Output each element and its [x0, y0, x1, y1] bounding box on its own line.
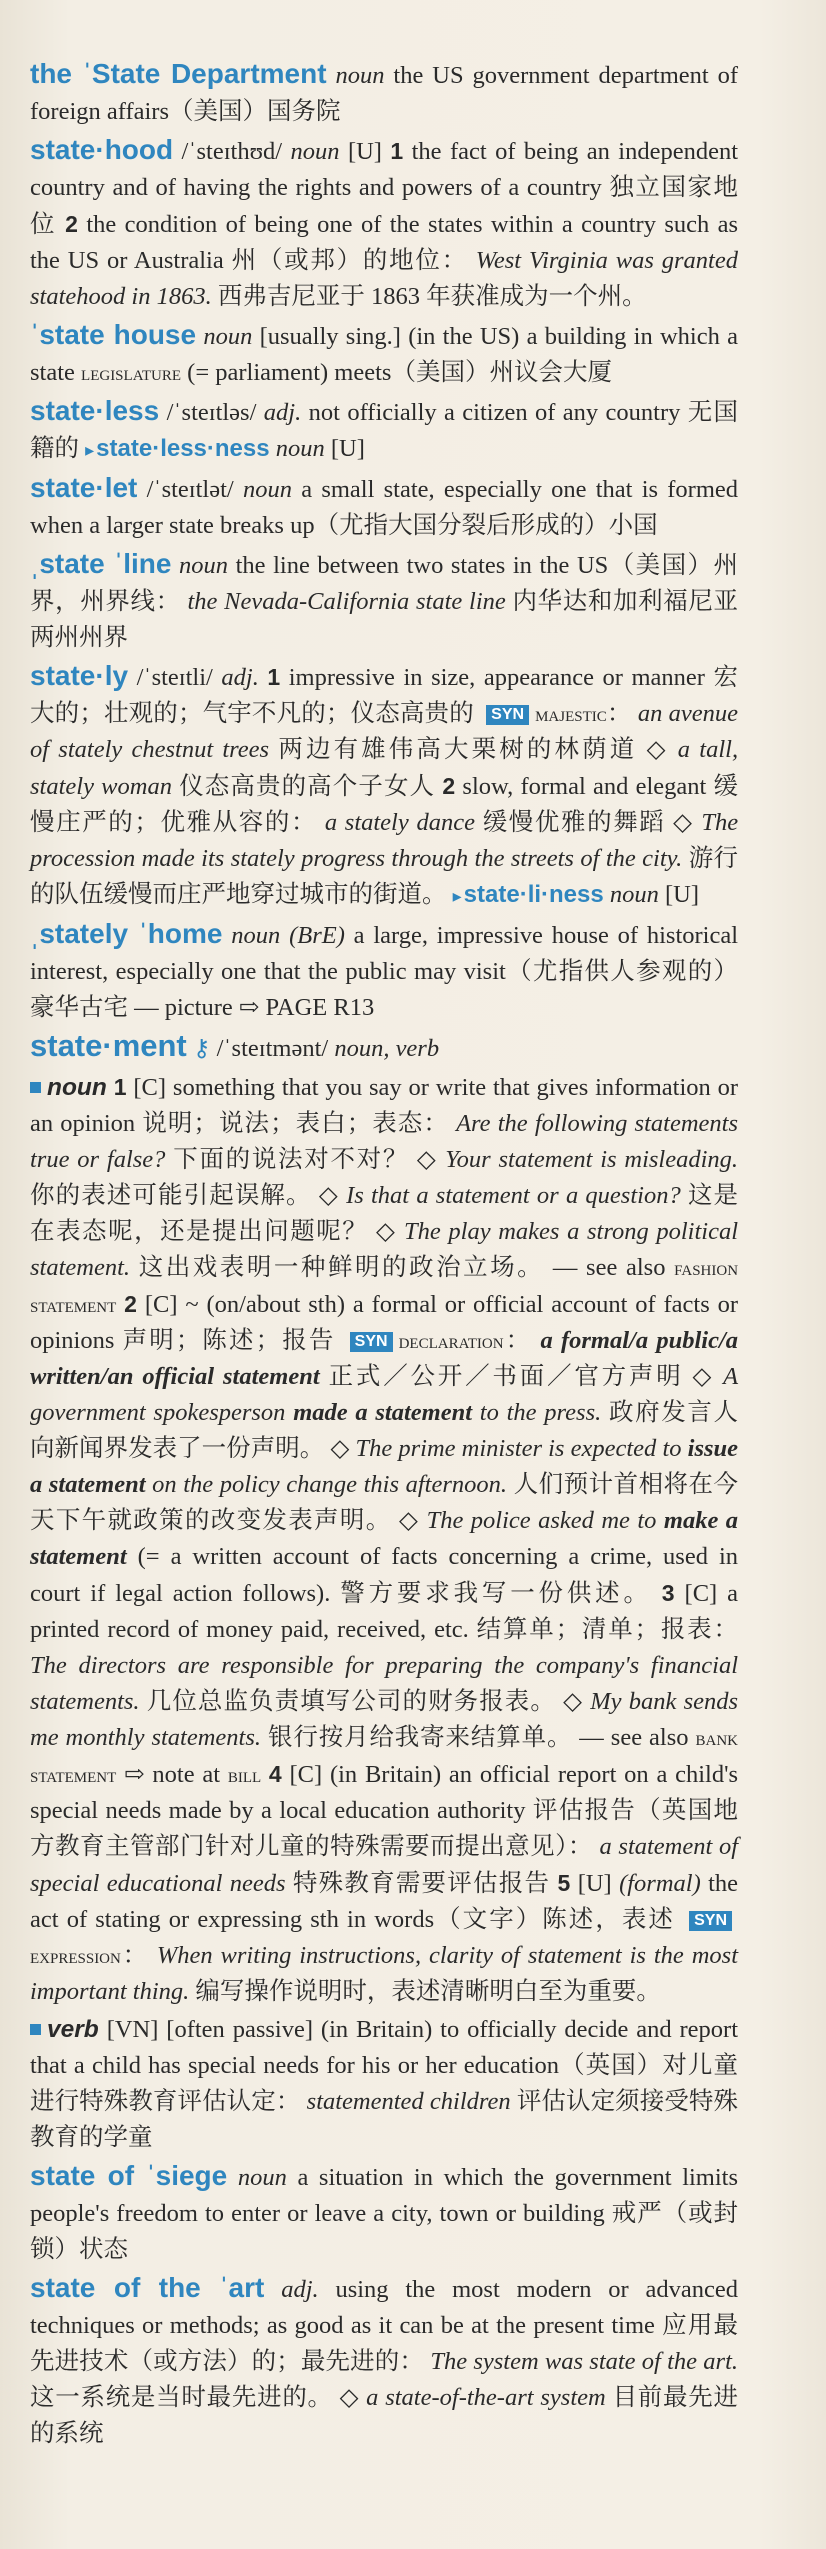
register-label: (formal): [619, 1870, 701, 1897]
collocation-example: a formal/a public/a written/an official statement: [30, 1327, 739, 1390]
sense-number: 2: [65, 211, 78, 237]
grammar-code: [U]: [664, 881, 699, 908]
part-of-speech: noun: [203, 323, 253, 350]
example: a state-of-the-art system: [366, 2384, 606, 2411]
example: West Virginia was granted statehood in 1863.: [30, 247, 738, 310]
entry-stateless: [30, 393, 738, 468]
sense-number: 1: [390, 138, 404, 164]
part-of-speech: adj.: [263, 399, 302, 426]
entry-state-line: [30, 546, 738, 656]
definition: using the most modern or advanced techniques or methods; as good as it can be at the present time 应用最先进技术（或方法）的；最先进的：: [30, 2276, 739, 2375]
statement-verb-section: [30, 2012, 738, 2156]
headword: state·let: [30, 472, 138, 503]
entry-state-department: [30, 56, 738, 130]
sense-number: 1: [113, 1074, 127, 1100]
example-translation: 编写操作说明时，表述清晰明白至为重要。: [195, 1978, 661, 2005]
example-translation: 政府发言人向新闻界发表了一份声明。: [30, 1399, 739, 1462]
definition: slow, formal and elegant 缓慢庄严的；优雅从容的：: [30, 773, 739, 836]
definition: a formal or official account of facts or opinions 声明；陈述；报告: [30, 1291, 739, 1354]
grammar-code: [C]: [289, 1761, 323, 1788]
example-translation: 正式／公开／书面／官方声明: [328, 1363, 684, 1390]
definition: (in the US) a building in which a state: [30, 323, 738, 386]
definition: something that you say or write that gives information or an opinion 说明；说法；表白；表态：: [30, 1074, 739, 1137]
example-separator-icon: ◇: [646, 736, 669, 763]
collocation: make a statement: [30, 1507, 739, 1570]
sense-number: 4: [268, 1761, 282, 1787]
example: the Nevada-California state line: [187, 588, 506, 615]
synonym-badge: SYN: [350, 1332, 393, 1352]
entry-stately: state·ly /ˈsteɪtli/ adj. 1 impressive in size, appearance or manner 宏大的；壮观的；气宇不凡的；仪态高贵的 SYN majestic： an avenue of stately chestnut trees 两边有雄伟高大栗树的林荫道 ◇ a tall, stately woman 仪态高贵的高个子女人 2 slow, formal and elegant 缓慢庄严的；优雅从容的： a stately dance 缓慢优雅的舞蹈 ◇ The procession made its stately progress through the streets of the city. 游行的队伍缓慢而庄严地穿过城市的街道。 ▸state·li·ness noun [U]: [30, 660, 739, 908]
headword: the ˈState Department: [30, 58, 327, 89]
part-of-speech: noun, verb: [334, 1035, 440, 1062]
section-bullet-icon: [30, 1082, 41, 1093]
pronunciation: /ˈsteɪtli/: [136, 664, 213, 691]
example: The system was state of the art.: [430, 2348, 739, 2375]
entry-statehood: [30, 132, 738, 315]
part-of-speech: noun: [609, 881, 659, 908]
synonym-word[interactable]: majestic: [535, 701, 607, 726]
sense-number: 5: [557, 1870, 571, 1896]
example-separator-icon: ◇: [563, 1688, 584, 1715]
sense-number: 1: [267, 664, 281, 690]
sense-number: 2: [442, 773, 456, 799]
example: a statement of special educational needs: [30, 1833, 738, 1897]
example-separator-icon: ◇: [375, 1218, 397, 1245]
example: The prime minister is expected to: [355, 1435, 682, 1462]
part-of-speech: noun: [335, 62, 385, 89]
example: Are the following statements true or false?: [30, 1110, 738, 1173]
synonym-badge: SYN: [689, 1911, 732, 1931]
example: to the press.: [479, 1399, 602, 1426]
sense-number: 2: [124, 1291, 137, 1317]
section-pos-label: verb: [47, 2016, 99, 2043]
part-of-speech: noun: [237, 2164, 287, 2191]
definition: the act of stating or expressing sth in words（文字）陈述，表述: [30, 1870, 739, 1933]
part-of-speech: noun: [275, 435, 325, 462]
region-label: (BrE): [289, 922, 345, 949]
key-icon: ⚷: [192, 1036, 211, 1062]
sense-number: 3: [661, 1580, 675, 1606]
example-translation: 银行按月给我寄来结算单。: [268, 1724, 573, 1751]
example-separator-icon: ◇: [673, 809, 694, 836]
run-on-headword: state·li·ness: [463, 881, 604, 908]
example-translation: 这是在表态呢，还是提出问题呢？: [30, 1182, 739, 1245]
example-separator-icon: ◇: [692, 1363, 715, 1390]
definition: (= parliament) meets（美国）州议会大厦: [187, 359, 612, 386]
definition: impressive in size, appearance or manner 宏大的；壮观的；气宇不凡的；仪态高贵的: [30, 664, 739, 727]
example-translation: 目前最先进的系统: [30, 2384, 739, 2447]
entry-state-of-the-art: [30, 2270, 738, 2452]
entry-statelet: [30, 470, 738, 544]
example-translation: 仪态高贵的高个子女人: [179, 773, 436, 800]
note-label: ⇨ note at: [124, 1761, 221, 1788]
example-translation: 西弗吉尼亚于 1863 年获准成为一个州。: [217, 283, 647, 310]
example-translation: 两边有雄伟高大栗树的林荫道: [278, 736, 638, 763]
example: a stately dance: [324, 809, 475, 836]
pronunciation: /ˈsteɪthʊd/: [181, 138, 283, 165]
example-translation: 评估认定须接受特殊教育的学童: [30, 2088, 739, 2151]
gloss: (= a written account of facts concerning a crime, used in court if legal action follows).: [30, 1543, 738, 1607]
run-on-arrow-icon: ▸: [452, 886, 462, 906]
definition: (in Britain) to officially decide and report that a child has special needs for his or her education（英国）对儿童进行特殊教育评估认定：: [30, 2016, 739, 2115]
see-also-label: — see also: [579, 1724, 689, 1751]
example-translation: 内华达和加利福尼亚两州州界: [30, 588, 739, 651]
grammar-code: [U]: [347, 138, 382, 165]
definition: not officially a citizen of any country 无国籍的: [30, 399, 739, 462]
definition: the line between two states in the US（美国）州界，州界线：: [30, 552, 738, 615]
example-translation: 下面的说法对不对？: [173, 1146, 410, 1173]
example: A government spokesperson: [30, 1363, 739, 1426]
definition: the US government department of foreign affairs（美国）国务院: [30, 62, 739, 125]
part-of-speech: noun: [179, 552, 229, 579]
example: My bank sends me monthly statements.: [30, 1688, 739, 1751]
example-translation: 缓慢优雅的舞蹈: [482, 809, 666, 836]
grammar-code: [usually sing.]: [259, 323, 401, 350]
example-translation: 警方要求我写一份供述。: [340, 1580, 652, 1607]
definition: a situation in which the government limits people's freedom to enter or leave a city, town or building 戒严（或封锁）状态: [30, 2164, 739, 2263]
grammar-code: [U]: [577, 1870, 612, 1897]
pronunciation: /ˈsteɪtmənt/: [216, 1035, 329, 1062]
see-also-label: — see also: [552, 1254, 666, 1281]
grammar-code: [C]: [133, 1074, 167, 1101]
example: statemented children: [306, 2088, 511, 2115]
example: Is that a statement or a question?: [346, 1182, 681, 1209]
example: Your statement is misleading.: [445, 1146, 739, 1173]
example-translation: 游行的队伍缓慢而庄严地穿过城市的街道。: [30, 845, 739, 908]
part-of-speech: noun: [242, 476, 292, 503]
example: The police asked me to: [426, 1507, 657, 1534]
example-translation: 这一系统是当时最先进的。: [30, 2384, 333, 2411]
headword: state·ly: [30, 660, 129, 691]
headword: state·less: [30, 395, 160, 426]
dictionary-column: [30, 56, 738, 2454]
example: The procession made its stately progress through the streets of the city.: [30, 809, 739, 872]
example-separator-icon: ◇: [398, 1507, 420, 1534]
entry-stately-home: [30, 916, 738, 1026]
example-translation: 你的表述可能引起误解。: [30, 1182, 312, 1209]
note-link[interactable]: bill: [227, 1762, 262, 1787]
pronunciation: /ˈsteɪtləs/: [166, 399, 257, 426]
example-separator-icon: ◇: [318, 1182, 339, 1209]
section-pos-label: noun: [47, 1074, 107, 1101]
example-separator-icon: ◇: [416, 1146, 438, 1173]
synonym-word[interactable]: declaration: [398, 1328, 504, 1353]
example-translation: 人们预计首相将在今天下午就政策的改变发表声明。: [30, 1471, 739, 1534]
collocation: issue a statement: [30, 1435, 739, 1498]
headword: state of the ˈart: [30, 2272, 265, 2303]
grammar-code: [C] ~ (on/about sth): [144, 1291, 345, 1318]
example: an avenue of stately chestnut trees: [30, 700, 739, 763]
example: on the policy change this afternoon.: [152, 1471, 508, 1498]
definition: a small state, especially one that is formed when a larger state breaks up（尤指大国分裂后形成的）小国: [30, 476, 739, 539]
cross-reference[interactable]: legislature: [81, 360, 182, 385]
part-of-speech: adj.: [221, 664, 259, 691]
headword: state·hood: [30, 134, 174, 165]
picture-reference[interactable]: — picture ⇨ PAGE R13: [134, 994, 375, 1021]
definition: the condition of being one of the states within a country such as the US or Australia 州（或邦）的地位：: [30, 211, 739, 274]
grammar-code: [VN] [often passive]: [106, 2016, 313, 2043]
part-of-speech: adj.: [281, 2276, 319, 2303]
entry-state-house: [30, 317, 738, 391]
section-bullet-icon: [30, 2024, 41, 2035]
example-translation: 这出戏表明一种鲜明的政治立场。: [138, 1254, 545, 1281]
headword: ˌstate ˈline: [30, 548, 172, 579]
example-translation: 几位总监负责填写公司的财务报表。: [146, 1688, 556, 1715]
part-of-speech: noun: [231, 922, 281, 949]
headword: state of ˈsiege: [30, 2160, 228, 2191]
pronunciation: /ˈsteɪtlət/: [146, 476, 234, 503]
grammar-code: [U]: [330, 435, 365, 462]
headword: ˌstately ˈhome: [30, 918, 223, 949]
example-translation: 特殊教育需要评估报告: [292, 1870, 551, 1897]
example-separator-icon: ◇: [339, 2384, 360, 2411]
entry-statement: [30, 1028, 738, 1067]
statement-noun-section: noun 1 [C] something that you say or write that gives information or an opinion 说明；说法；表白；表态： Are the following statements true or false? 下面的说法对不对？ ◇ Your statement is misleading. 你的表述可能引起误解。 ◇ Is that a statement or a question? 这是在表态呢，还是提出问题呢？ ◇ The play makes a strong political statement. 这出戏表明一种鲜明的政治立场。 — see also fashion statement 2 [C] ~ (on/about sth) a formal or official account of facts or opinions 声明；陈述；报告 SYN declaration： a formal/a public/a written/an official statement 正式／公开／书面／官方声明 ◇ A government spokesperson made a statement to the press. 政府发言人向新闻界发表了一份声明。 ◇ The prime minister is expected to issue a statement on the policy change this afternoon. 人们预计首相将在今天下午就政策的改变发表声明。 ◇ The police asked me to make a statement (= a written account of facts concerning a crime, used in court if legal action follows). 警方要求我写一份供述。 3 [C] a printed record of money paid, received, etc. 结算单；清单；报表： The directors are responsible for preparing the company's financial statements. 几位总监负责填写公司的财务报表。 ◇ My bank sends me monthly statements. 银行按月给我寄来结算单。 — see also bank statement ⇨ note at bill 4 [C] (in Britain) an official report on a child's special needs made by a local education authority 评估报告（英国地方教育主管部门针对儿童的特殊需要而提出意见）： a statement of special educational needs 特殊教育需要评估报告 5 [U] (formal) the act of stating or expressing sth in words（文字）陈述，表述 SYNexpression： When writing instructions, clarity of statement is the most important thing. 编写操作说明时，表述清晰明白至为重要。: [30, 1074, 739, 2005]
definition: the fact of being an independent country and of having the rights and powers of a country 独立国家地位: [30, 138, 739, 238]
entry-state-of-siege: [30, 2158, 738, 2268]
synonym-word[interactable]: expression: [30, 1943, 121, 1968]
headword: state·ment: [30, 1028, 187, 1063]
grammar-code: [C]: [684, 1580, 718, 1607]
definition: a large, impressive house of historical interest, especially one that the public may visit（尤指供人参观的）豪华古宅: [30, 922, 739, 1021]
example: a tall, stately woman: [30, 736, 739, 800]
see-also-link[interactable]: bank statement: [30, 1725, 739, 1787]
see-also-link[interactable]: fashion statement: [30, 1255, 739, 1317]
example: The play makes a strong political statement.: [30, 1218, 739, 1281]
synonym-badge: SYN: [486, 705, 529, 725]
part-of-speech: noun: [290, 138, 340, 165]
example: When writing instructions, clarity of statement is the most important thing.: [30, 1942, 739, 2005]
run-on-arrow-icon: ▸: [85, 440, 95, 460]
example: The directors are responsible for preparing the company's financial statements.: [30, 1652, 738, 1715]
run-on-headword: state·less·ness: [96, 435, 270, 462]
definition: (in Britain) an official report on a child's special needs made by a local education authority 评估报告（英国地方教育主管部门针对儿童的特殊需要而提出意见）：: [30, 1761, 739, 1860]
example-separator-icon: ◇: [330, 1435, 350, 1462]
definition: a printed record of money paid, received, etc. 结算单；清单；报表：: [30, 1580, 739, 1643]
headword: ˈstate house: [30, 319, 197, 350]
collocation: made a statement: [293, 1399, 473, 1426]
